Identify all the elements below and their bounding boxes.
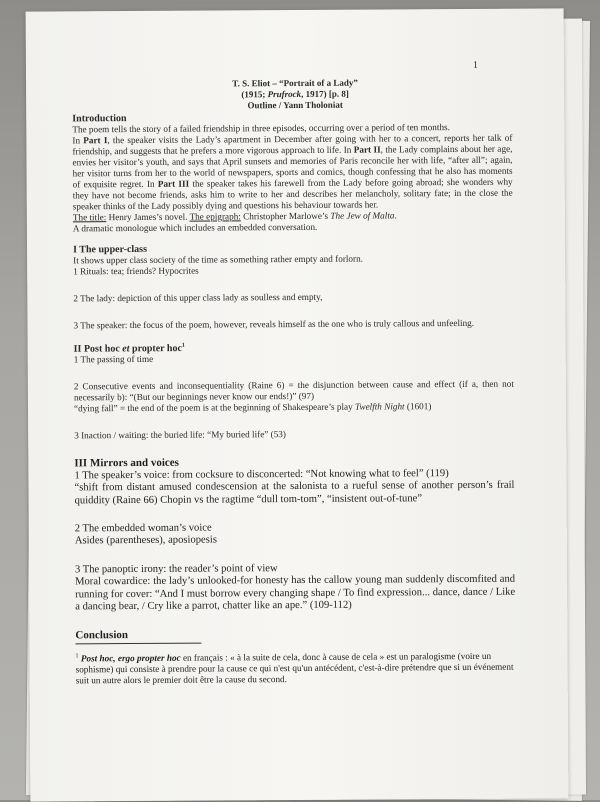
section-3-line: 3 The panoptic irony: the reader’s point of view bbox=[74, 562, 278, 576]
footnote-text: en français : « à la suite de cela, donc à cause de cela » est un paralogisme (voire un sophisme) qui consiste à prendre pour la cause ce qui n'est qu'un antécédent, c'est-à-dire prétendre que si un événement suit un autre alors le premier doit être la cause du second. bbox=[75, 650, 514, 686]
document-page bbox=[26, 8, 569, 801]
section-3-line: Asides (parentheses), aposiopesis bbox=[74, 534, 217, 547]
section-1-heading: I The upper-class bbox=[73, 243, 147, 256]
section-2-line: 3 Inaction / waiting: the buried life: “My buried life” (53) bbox=[74, 429, 286, 441]
footnote-number: 1 bbox=[75, 653, 79, 660]
section-1-line: 3 The speaker: the focus of the poem, however, reveals himself as the one who is truly callous and unfeeling. bbox=[73, 317, 475, 331]
publication-line: (1915; Prufrock, 1917) [p. 8] bbox=[241, 88, 349, 100]
section-3-heading: III Mirrors and voices bbox=[74, 457, 179, 470]
section-1-line: 1 Rituals: tea; friends? Hypocrites bbox=[73, 265, 199, 277]
section-3 bbox=[74, 455, 515, 642]
section-2-line: 2 Consecutive events and inconsequentiality (Raine 6) = the disjunction between cause and effect (if a, then not necessarily b): “(But our beginnings never know our ends!)” (97) bbox=[73, 379, 514, 403]
book-title: Prufrock bbox=[267, 88, 302, 100]
footnote-divider bbox=[75, 643, 201, 645]
title-epigraph: The title: Henry James’s novel. The epigraph: Christopher Marlowe’s The Jew of Malta. bbox=[72, 210, 397, 223]
conclusion-heading: Conclusion bbox=[75, 629, 129, 642]
intro-summary: The poem tells the story of a failed friendship in three episodes, occurring over a period of ten months. bbox=[72, 122, 450, 135]
outline-author: Outline / Yann Tholoniat bbox=[247, 99, 343, 111]
document-body bbox=[72, 111, 515, 642]
intro-parts: In Part I, the speaker visits the Lady’s apartment in December after going with her to a concert, reports her talk of friendship, and suggests that he prefers a more vigorous approach to life. In Part II, the Lady complains about her age, envies her visitor’s youth, and says that April sunsets and memories of Paris reconcile her with life, “after all”; again, her visitor turns from her to the world of newspapers, sports and comics, though confessing that he also has moments of exquisite regret. In Part III the speaker takes his farewell from the Lady before going abroad; she wonders why they have not become friends, asks him to write to her and describes her melancholy, solitary fate; in the close the speaker thinks of the Lady possibly dying and questions his behaviour towards her. bbox=[72, 132, 513, 212]
section-3-line: “shift from distant amused condescension at the salonista to a rueful sense of another person’s frail quiddity (Raine 66) Chopin vs the ragtime “dull tom-tom”, “insistent out-of-tune” bbox=[74, 479, 515, 506]
section-1-line: 2 The lady: depiction of this upper class lady as soulless and empty, bbox=[73, 291, 323, 304]
page-number: 1 bbox=[472, 59, 478, 71]
section-2-line: “dying fall” = the end of the poem is at the beginning of Shakespeare’s play Twelfth Night (1601) bbox=[73, 401, 432, 414]
section-3-line: 2 The embedded woman’s voice bbox=[74, 522, 212, 535]
section-3-line: 1 The speaker’s voice: from cocksure to disconcerted: “Not knowing what to feel” (119) bbox=[74, 467, 449, 482]
section-3-line: Moral cowardice: the lady’s unlooked-for honesty has the callow young man suddenly discomfited and running for cover: “And I must borrow every changing shape / To find expression... dance, dance / Like a dancing bear, / Cry like a parrot, chatter like an ape.” (109-112) bbox=[75, 573, 516, 613]
footnote bbox=[76, 649, 524, 687]
section-1-line: It shows upper class society of the time as something rather empty and forlorn. bbox=[73, 253, 363, 266]
footnote-marker: 1 bbox=[181, 342, 185, 349]
section-2-heading: II Post hoc et propter hoc$^1$ bbox=[73, 342, 185, 355]
section-2-line: 1 The passing of time bbox=[73, 354, 154, 365]
document-header bbox=[26, 76, 564, 112]
footnote-term: Post hoc, ergo propter hoc bbox=[80, 652, 181, 664]
introduction-heading: Introduction bbox=[72, 113, 127, 125]
intro-monologue: A dramatic monologue which includes an embedded conversation. bbox=[72, 221, 318, 234]
document-title: T. S. Eliot – “Portrait of a Lady” bbox=[232, 77, 358, 89]
